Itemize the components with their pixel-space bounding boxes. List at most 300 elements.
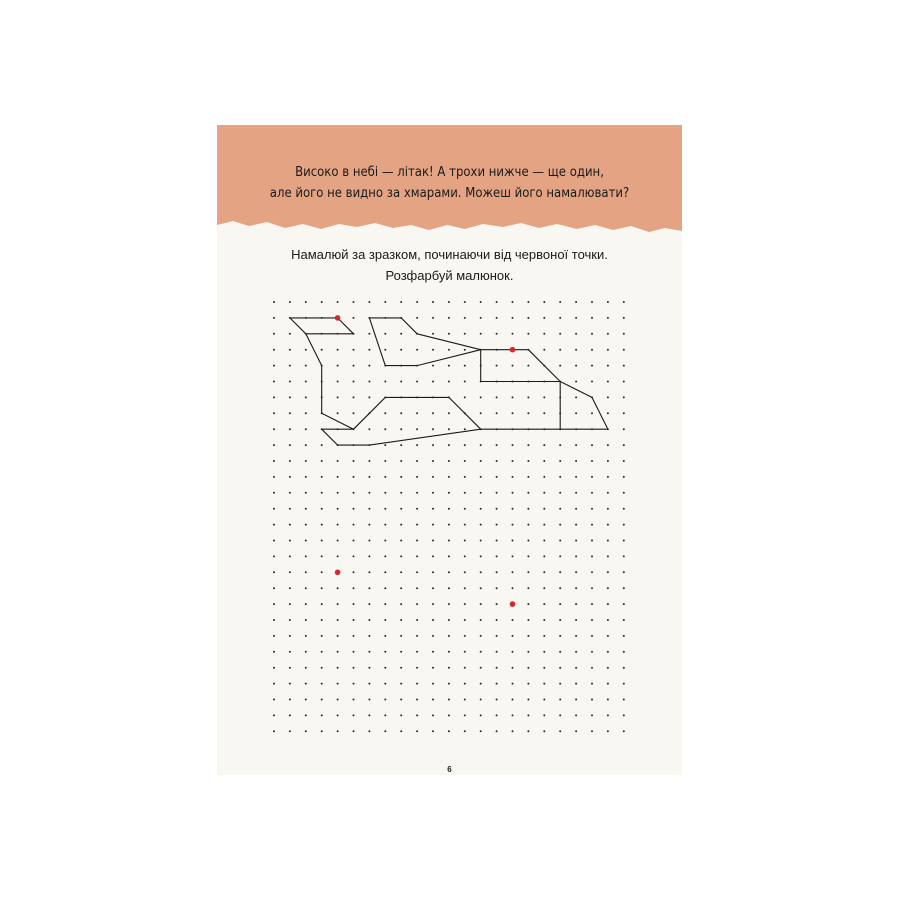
grid-dot[interactable] bbox=[512, 635, 514, 637]
grid-dot[interactable] bbox=[432, 714, 434, 716]
grid-dot[interactable] bbox=[305, 428, 307, 430]
grid-dot[interactable] bbox=[575, 587, 577, 589]
grid-dot[interactable] bbox=[591, 508, 593, 510]
grid-dot[interactable] bbox=[432, 540, 434, 542]
grid-dot[interactable] bbox=[559, 587, 561, 589]
grid-dot[interactable] bbox=[527, 603, 529, 605]
grid-dot[interactable] bbox=[607, 476, 609, 478]
grid-dot[interactable] bbox=[575, 301, 577, 303]
grid-dot[interactable] bbox=[607, 635, 609, 637]
sample-start-point[interactable] bbox=[335, 315, 341, 321]
grid-dot[interactable] bbox=[289, 317, 291, 319]
grid-dot[interactable] bbox=[623, 508, 625, 510]
grid-dot[interactable] bbox=[448, 714, 450, 716]
grid-dot[interactable] bbox=[464, 428, 466, 430]
grid-dot[interactable] bbox=[575, 603, 577, 605]
grid-dot[interactable] bbox=[384, 396, 386, 398]
grid-dot[interactable] bbox=[575, 571, 577, 573]
grid-dot[interactable] bbox=[289, 730, 291, 732]
grid-dot[interactable] bbox=[559, 412, 561, 414]
grid-dot[interactable] bbox=[496, 365, 498, 367]
grid-dot[interactable] bbox=[543, 460, 545, 462]
grid-dot[interactable] bbox=[464, 524, 466, 526]
grid-dot[interactable] bbox=[321, 444, 323, 446]
grid-dot[interactable] bbox=[337, 555, 339, 557]
grid-dot[interactable] bbox=[273, 683, 275, 685]
grid-dot[interactable] bbox=[353, 349, 355, 351]
grid-dot[interactable] bbox=[480, 603, 482, 605]
grid-dot[interactable] bbox=[591, 381, 593, 383]
grid-dot[interactable] bbox=[623, 683, 625, 685]
grid-dot[interactable] bbox=[368, 333, 370, 335]
grid-dot[interactable] bbox=[368, 714, 370, 716]
grid-dot[interactable] bbox=[273, 555, 275, 557]
grid-dot[interactable] bbox=[384, 365, 386, 367]
grid-dot[interactable] bbox=[384, 667, 386, 669]
grid-dot[interactable] bbox=[432, 667, 434, 669]
grid-dot[interactable] bbox=[591, 540, 593, 542]
grid-dot[interactable] bbox=[321, 587, 323, 589]
grid-dot[interactable] bbox=[591, 444, 593, 446]
grid-dot[interactable] bbox=[368, 635, 370, 637]
grid-dot[interactable] bbox=[575, 444, 577, 446]
grid-dot[interactable] bbox=[464, 349, 466, 351]
grid-dot[interactable] bbox=[496, 540, 498, 542]
grid-dot[interactable] bbox=[432, 524, 434, 526]
grid-dot[interactable] bbox=[432, 349, 434, 351]
grid-dot[interactable] bbox=[559, 381, 561, 383]
grid-dot[interactable] bbox=[273, 317, 275, 319]
grid-dot[interactable] bbox=[527, 540, 529, 542]
grid-dot[interactable] bbox=[384, 476, 386, 478]
grid-dot[interactable] bbox=[289, 444, 291, 446]
grid-dot[interactable] bbox=[607, 492, 609, 494]
grid-dot[interactable] bbox=[480, 365, 482, 367]
grid-dot[interactable] bbox=[305, 730, 307, 732]
grid-dot[interactable] bbox=[464, 317, 466, 319]
grid-dot[interactable] bbox=[591, 349, 593, 351]
grid-dot[interactable] bbox=[321, 730, 323, 732]
grid-dot[interactable] bbox=[321, 396, 323, 398]
grid-dot[interactable] bbox=[432, 555, 434, 557]
grid-dot[interactable] bbox=[416, 667, 418, 669]
grid-dot[interactable] bbox=[464, 651, 466, 653]
grid-dot[interactable] bbox=[527, 619, 529, 621]
grid-dot[interactable] bbox=[400, 699, 402, 701]
grid-dot[interactable] bbox=[527, 301, 529, 303]
grid-dot[interactable] bbox=[623, 619, 625, 621]
grid-dot[interactable] bbox=[543, 333, 545, 335]
grid-dot[interactable] bbox=[480, 730, 482, 732]
grid-dot[interactable] bbox=[543, 508, 545, 510]
grid-dot[interactable] bbox=[623, 635, 625, 637]
grid-dot[interactable] bbox=[400, 301, 402, 303]
grid-dot[interactable] bbox=[400, 412, 402, 414]
grid-dot[interactable] bbox=[337, 730, 339, 732]
grid-dot[interactable] bbox=[289, 333, 291, 335]
grid-dot[interactable] bbox=[559, 714, 561, 716]
grid-dot[interactable] bbox=[527, 730, 529, 732]
grid-dot[interactable] bbox=[289, 428, 291, 430]
grid-dot[interactable] bbox=[289, 714, 291, 716]
grid-dot[interactable] bbox=[591, 683, 593, 685]
grid-dot[interactable] bbox=[353, 412, 355, 414]
grid-dot[interactable] bbox=[305, 524, 307, 526]
grid-dot[interactable] bbox=[384, 699, 386, 701]
grid-dot[interactable] bbox=[512, 699, 514, 701]
grid-dot[interactable] bbox=[575, 476, 577, 478]
grid-dot[interactable] bbox=[559, 460, 561, 462]
grid-dot[interactable] bbox=[305, 333, 307, 335]
grid-dot[interactable] bbox=[607, 587, 609, 589]
grid-dot[interactable] bbox=[512, 651, 514, 653]
grid-dot[interactable] bbox=[559, 444, 561, 446]
grid-dot[interactable] bbox=[448, 683, 450, 685]
grid-dot[interactable] bbox=[623, 524, 625, 526]
grid-dot[interactable] bbox=[337, 444, 339, 446]
grid-dot[interactable] bbox=[480, 492, 482, 494]
grid-dot[interactable] bbox=[527, 381, 529, 383]
grid-dot[interactable] bbox=[400, 540, 402, 542]
grid-dot[interactable] bbox=[496, 587, 498, 589]
grid-dot[interactable] bbox=[512, 524, 514, 526]
grid-dot[interactable] bbox=[512, 587, 514, 589]
grid-dot[interactable] bbox=[273, 635, 275, 637]
grid-dot[interactable] bbox=[527, 667, 529, 669]
grid-dot[interactable] bbox=[496, 460, 498, 462]
grid-dot[interactable] bbox=[623, 651, 625, 653]
grid-dot[interactable] bbox=[273, 460, 275, 462]
grid-dot[interactable] bbox=[384, 619, 386, 621]
grid-dot[interactable] bbox=[337, 524, 339, 526]
grid-dot[interactable] bbox=[305, 651, 307, 653]
grid-dot[interactable] bbox=[559, 635, 561, 637]
grid-dot[interactable] bbox=[607, 524, 609, 526]
grid-dot[interactable] bbox=[527, 699, 529, 701]
grid-dot[interactable] bbox=[273, 540, 275, 542]
grid-dot[interactable] bbox=[289, 667, 291, 669]
grid-dot[interactable] bbox=[512, 365, 514, 367]
grid-dot[interactable] bbox=[496, 349, 498, 351]
grid-dot[interactable] bbox=[337, 428, 339, 430]
grid-dot[interactable] bbox=[384, 460, 386, 462]
grid-dot[interactable] bbox=[591, 603, 593, 605]
grid-dot[interactable] bbox=[448, 730, 450, 732]
grid-dot[interactable] bbox=[496, 555, 498, 557]
grid-dot[interactable] bbox=[273, 730, 275, 732]
grid-dot[interactable] bbox=[543, 587, 545, 589]
grid-dot[interactable] bbox=[607, 667, 609, 669]
grid-dot[interactable] bbox=[337, 460, 339, 462]
grid-dot[interactable] bbox=[607, 317, 609, 319]
grid-dot[interactable] bbox=[416, 587, 418, 589]
grid-dot[interactable] bbox=[464, 412, 466, 414]
grid-dot[interactable] bbox=[321, 571, 323, 573]
grid-dot[interactable] bbox=[321, 699, 323, 701]
grid-dot[interactable] bbox=[527, 444, 529, 446]
grid-dot[interactable] bbox=[416, 460, 418, 462]
grid-dot[interactable] bbox=[623, 381, 625, 383]
grid-dot[interactable] bbox=[353, 508, 355, 510]
grid-dot[interactable] bbox=[416, 492, 418, 494]
grid-dot[interactable] bbox=[543, 667, 545, 669]
grid-dot[interactable] bbox=[512, 301, 514, 303]
grid-dot[interactable] bbox=[353, 540, 355, 542]
grid-dot[interactable] bbox=[273, 667, 275, 669]
grid-dot[interactable] bbox=[400, 381, 402, 383]
grid-dot[interactable] bbox=[607, 412, 609, 414]
grid-dot[interactable] bbox=[384, 730, 386, 732]
grid-dot[interactable] bbox=[289, 540, 291, 542]
grid-dot[interactable] bbox=[353, 381, 355, 383]
grid-dot[interactable] bbox=[416, 540, 418, 542]
grid-dot[interactable] bbox=[591, 587, 593, 589]
grid-dot[interactable] bbox=[321, 619, 323, 621]
grid-dot[interactable] bbox=[527, 492, 529, 494]
grid-dot[interactable] bbox=[480, 651, 482, 653]
grid-dot[interactable] bbox=[321, 476, 323, 478]
grid-dot[interactable] bbox=[289, 508, 291, 510]
grid-dot[interactable] bbox=[353, 460, 355, 462]
grid-dot[interactable] bbox=[575, 333, 577, 335]
grid-dot[interactable] bbox=[496, 699, 498, 701]
grid-dot[interactable] bbox=[559, 555, 561, 557]
grid-dot[interactable] bbox=[384, 492, 386, 494]
grid-dot[interactable] bbox=[289, 412, 291, 414]
grid-dot[interactable] bbox=[273, 651, 275, 653]
grid-dot[interactable] bbox=[607, 508, 609, 510]
grid-dot[interactable] bbox=[416, 555, 418, 557]
grid-dot[interactable] bbox=[575, 699, 577, 701]
grid-dot[interactable] bbox=[512, 412, 514, 414]
grid-dot[interactable] bbox=[273, 619, 275, 621]
grid-dot[interactable] bbox=[305, 349, 307, 351]
grid-dot[interactable] bbox=[559, 667, 561, 669]
grid-dot[interactable] bbox=[337, 492, 339, 494]
grid-dot[interactable] bbox=[448, 444, 450, 446]
grid-dot[interactable] bbox=[496, 301, 498, 303]
grid-dot[interactable] bbox=[543, 428, 545, 430]
grid-dot[interactable] bbox=[448, 492, 450, 494]
grid-dot[interactable] bbox=[416, 317, 418, 319]
grid-dot[interactable] bbox=[464, 333, 466, 335]
grid-dot[interactable] bbox=[575, 524, 577, 526]
grid-dot[interactable] bbox=[368, 349, 370, 351]
grid-dot[interactable] bbox=[543, 381, 545, 383]
grid-dot[interactable] bbox=[321, 603, 323, 605]
grid-dot[interactable] bbox=[543, 683, 545, 685]
grid-dot[interactable] bbox=[496, 603, 498, 605]
grid-dot[interactable] bbox=[337, 381, 339, 383]
grid-dot[interactable] bbox=[575, 555, 577, 557]
grid-dot[interactable] bbox=[416, 651, 418, 653]
grid-dot[interactable] bbox=[353, 571, 355, 573]
grid-dot[interactable] bbox=[305, 714, 307, 716]
grid-dot[interactable] bbox=[289, 651, 291, 653]
grid-dot[interactable] bbox=[607, 555, 609, 557]
grid-dot[interactable] bbox=[559, 396, 561, 398]
grid-dot[interactable] bbox=[416, 333, 418, 335]
grid-dot[interactable] bbox=[384, 524, 386, 526]
grid-dot[interactable] bbox=[559, 492, 561, 494]
grid-dot[interactable] bbox=[575, 428, 577, 430]
grid-dot[interactable] bbox=[607, 349, 609, 351]
grid-dot[interactable] bbox=[273, 587, 275, 589]
grid-dot[interactable] bbox=[432, 699, 434, 701]
grid-dot[interactable] bbox=[559, 571, 561, 573]
grid-dot[interactable] bbox=[305, 667, 307, 669]
grid-dot[interactable] bbox=[496, 444, 498, 446]
grid-dot[interactable] bbox=[559, 508, 561, 510]
grid-dot[interactable] bbox=[368, 301, 370, 303]
grid-dot[interactable] bbox=[305, 683, 307, 685]
grid-dot[interactable] bbox=[559, 365, 561, 367]
grid-dot[interactable] bbox=[623, 301, 625, 303]
grid-dot[interactable] bbox=[321, 412, 323, 414]
grid-dot[interactable] bbox=[607, 396, 609, 398]
grid-dot[interactable] bbox=[416, 524, 418, 526]
grid-dot[interactable] bbox=[432, 730, 434, 732]
grid-dot[interactable] bbox=[416, 603, 418, 605]
grid-dot[interactable] bbox=[448, 301, 450, 303]
grid-dot[interactable] bbox=[400, 683, 402, 685]
grid-dot[interactable] bbox=[448, 603, 450, 605]
grid-dot[interactable] bbox=[353, 396, 355, 398]
grid-dot[interactable] bbox=[416, 699, 418, 701]
grid-dot[interactable] bbox=[512, 396, 514, 398]
grid-dot[interactable] bbox=[464, 381, 466, 383]
grid-dot[interactable] bbox=[575, 619, 577, 621]
grid-dot[interactable] bbox=[289, 699, 291, 701]
grid-dot[interactable] bbox=[384, 333, 386, 335]
grid-dot[interactable] bbox=[432, 317, 434, 319]
grid-dot[interactable] bbox=[400, 317, 402, 319]
grid-dot[interactable] bbox=[591, 699, 593, 701]
grid-dot[interactable] bbox=[416, 428, 418, 430]
grid-dot[interactable] bbox=[416, 301, 418, 303]
grid-dot[interactable] bbox=[273, 508, 275, 510]
grid-dot[interactable] bbox=[368, 492, 370, 494]
grid-dot[interactable] bbox=[337, 301, 339, 303]
grid-dot[interactable] bbox=[432, 571, 434, 573]
grid-dot[interactable] bbox=[623, 714, 625, 716]
grid-dot[interactable] bbox=[400, 667, 402, 669]
grid-dot[interactable] bbox=[559, 524, 561, 526]
grid-dot[interactable] bbox=[527, 349, 529, 351]
grid-dot[interactable] bbox=[480, 667, 482, 669]
grid-dot[interactable] bbox=[448, 349, 450, 351]
grid-dot[interactable] bbox=[559, 301, 561, 303]
grid-dot[interactable] bbox=[512, 381, 514, 383]
grid-dot[interactable] bbox=[543, 301, 545, 303]
grid-dot[interactable] bbox=[591, 619, 593, 621]
grid-dot[interactable] bbox=[273, 412, 275, 414]
grid-dot[interactable] bbox=[273, 603, 275, 605]
grid-dot[interactable] bbox=[432, 333, 434, 335]
grid-dot[interactable] bbox=[607, 301, 609, 303]
grid-dot[interactable] bbox=[591, 524, 593, 526]
grid-dot[interactable] bbox=[512, 683, 514, 685]
grid-dot[interactable] bbox=[337, 619, 339, 621]
grid-dot[interactable] bbox=[448, 651, 450, 653]
grid-dot[interactable] bbox=[464, 301, 466, 303]
grid-dot[interactable] bbox=[305, 460, 307, 462]
grid-dot[interactable] bbox=[496, 396, 498, 398]
grid-dot[interactable] bbox=[416, 571, 418, 573]
grid-dot[interactable] bbox=[607, 603, 609, 605]
grid-dot[interactable] bbox=[623, 603, 625, 605]
grid-dot[interactable] bbox=[527, 587, 529, 589]
grid-dot[interactable] bbox=[464, 635, 466, 637]
grid-dot[interactable] bbox=[496, 317, 498, 319]
grid-dot[interactable] bbox=[464, 683, 466, 685]
grid-dot[interactable] bbox=[353, 714, 355, 716]
grid-dot[interactable] bbox=[496, 508, 498, 510]
grid-dot[interactable] bbox=[623, 396, 625, 398]
dot-grid[interactable] bbox=[217, 125, 682, 775]
grid-dot[interactable] bbox=[353, 683, 355, 685]
grid-dot[interactable] bbox=[480, 571, 482, 573]
grid-dot[interactable] bbox=[289, 492, 291, 494]
grid-dot[interactable] bbox=[527, 651, 529, 653]
grid-dot[interactable] bbox=[400, 651, 402, 653]
grid-dot[interactable] bbox=[575, 365, 577, 367]
grid-dot[interactable] bbox=[543, 396, 545, 398]
grid-dot[interactable] bbox=[321, 651, 323, 653]
grid-dot[interactable] bbox=[543, 730, 545, 732]
grid-dot[interactable] bbox=[543, 635, 545, 637]
grid-dot[interactable] bbox=[559, 540, 561, 542]
grid-dot[interactable] bbox=[289, 603, 291, 605]
grid-dot[interactable] bbox=[464, 444, 466, 446]
grid-dot[interactable] bbox=[559, 651, 561, 653]
grid-dot[interactable] bbox=[289, 365, 291, 367]
grid-dot[interactable] bbox=[289, 571, 291, 573]
grid-dot[interactable] bbox=[337, 714, 339, 716]
grid-dot[interactable] bbox=[384, 508, 386, 510]
grid-dot[interactable] bbox=[575, 460, 577, 462]
grid-dot[interactable] bbox=[543, 524, 545, 526]
grid-dot[interactable] bbox=[400, 349, 402, 351]
grid-dot[interactable] bbox=[512, 619, 514, 621]
grid-dot[interactable] bbox=[575, 730, 577, 732]
grid-dot[interactable] bbox=[289, 524, 291, 526]
grid-dot[interactable] bbox=[384, 381, 386, 383]
grid-dot[interactable] bbox=[368, 571, 370, 573]
grid-dot[interactable] bbox=[496, 524, 498, 526]
grid-dot[interactable] bbox=[353, 428, 355, 430]
grid-dot[interactable] bbox=[480, 619, 482, 621]
grid-dot[interactable] bbox=[305, 381, 307, 383]
grid-dot[interactable] bbox=[368, 603, 370, 605]
grid-dot[interactable] bbox=[496, 651, 498, 653]
grid-dot[interactable] bbox=[273, 396, 275, 398]
grid-dot[interactable] bbox=[400, 714, 402, 716]
grid-dot[interactable] bbox=[480, 301, 482, 303]
grid-dot[interactable] bbox=[591, 492, 593, 494]
grid-dot[interactable] bbox=[416, 365, 418, 367]
grid-dot[interactable] bbox=[273, 444, 275, 446]
grid-dot[interactable] bbox=[512, 571, 514, 573]
grid-dot[interactable] bbox=[448, 587, 450, 589]
grid-dot[interactable] bbox=[480, 683, 482, 685]
grid-dot[interactable] bbox=[512, 428, 514, 430]
grid-dot[interactable] bbox=[305, 699, 307, 701]
grid-dot[interactable] bbox=[559, 699, 561, 701]
grid-dot[interactable] bbox=[337, 540, 339, 542]
grid-dot[interactable] bbox=[368, 587, 370, 589]
grid-dot[interactable] bbox=[353, 317, 355, 319]
